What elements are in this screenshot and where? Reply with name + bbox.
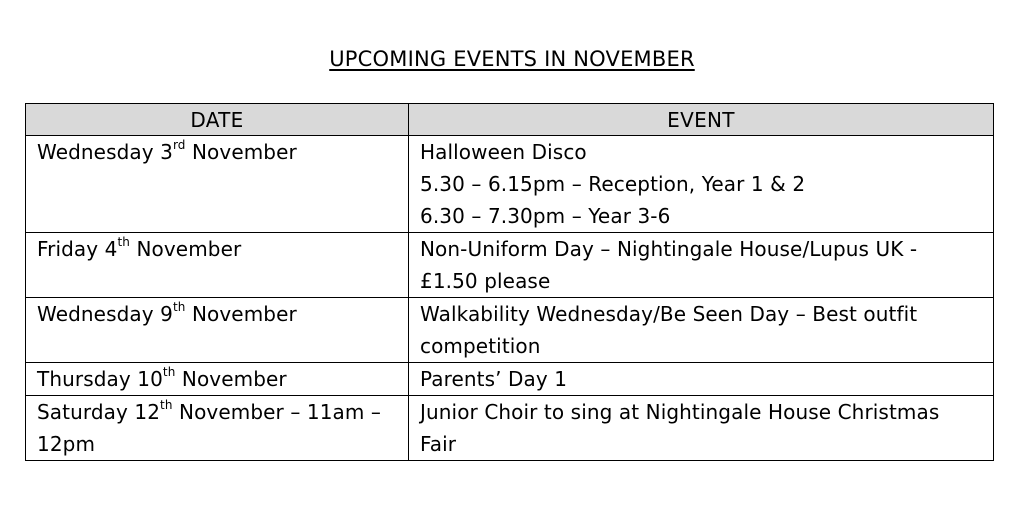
- date-cell: [26, 233, 409, 298]
- page-title: UPCOMING EVENTS IN NOVEMBER: [329, 47, 695, 71]
- event-cell: [409, 298, 994, 363]
- date-cell: [26, 396, 409, 461]
- event-line: competition: [420, 334, 541, 358]
- table-row: [26, 363, 994, 396]
- date-cell: [26, 363, 409, 396]
- event-line: 5.30 – 6.15pm – Reception, Year 1 & 2: [420, 172, 806, 196]
- date-cell: [26, 298, 409, 363]
- table-row: [26, 233, 994, 298]
- event-line: Non-Uniform Day – Nightingale House/Lupus UK -: [420, 237, 918, 261]
- date-line: Saturday 12th November – 11am –: [37, 398, 382, 424]
- event-cell: [409, 396, 994, 461]
- event-line: Halloween Disco: [420, 140, 587, 164]
- table-row: [26, 396, 994, 461]
- table-row: [26, 298, 994, 363]
- date-line: Thursday 10th November: [37, 365, 287, 391]
- table-row: [26, 136, 994, 233]
- event-cell: [409, 136, 994, 233]
- event-cell: [409, 233, 994, 298]
- event-cell: [409, 363, 994, 396]
- event-line: Walkability Wednesday/Be Seen Day – Best outfit: [420, 302, 918, 326]
- date-line-continued: 12pm: [37, 432, 96, 456]
- event-line: Junior Choir to sing at Nightingale House Christmas: [420, 400, 940, 424]
- date-line: Wednesday 3rd November: [37, 138, 297, 164]
- date-cell: [26, 136, 409, 233]
- event-line: Parents’ Day 1: [420, 367, 568, 391]
- table-header-row: [26, 104, 994, 136]
- events-table: [25, 103, 994, 461]
- event-line: Fair: [420, 432, 457, 456]
- date-line: Wednesday 9th November: [37, 300, 297, 326]
- date-column-header: DATE: [26, 104, 409, 136]
- date-line: Friday 4th November: [37, 235, 242, 261]
- event-column-header: EVENT: [409, 104, 994, 136]
- event-line: 6.30 – 7.30pm – Year 3-6: [420, 204, 671, 228]
- event-line: £1.50 please: [420, 269, 551, 293]
